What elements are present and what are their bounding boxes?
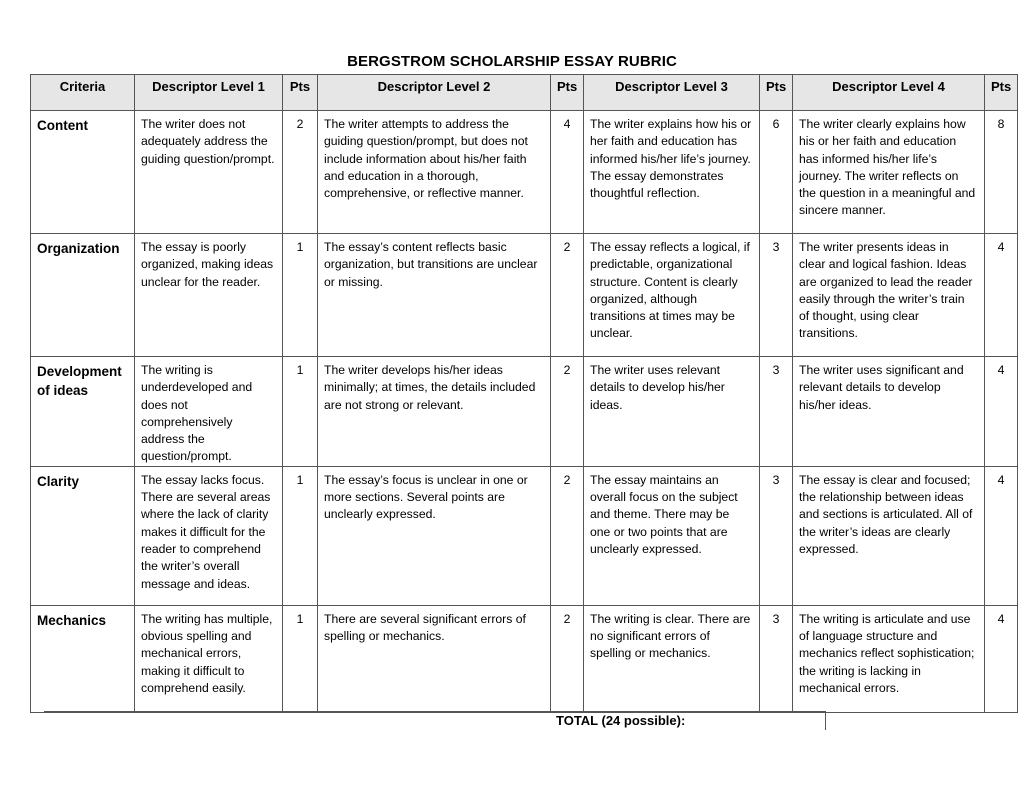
points-level-1: 1 [283, 234, 318, 357]
header-level-1: Descriptor Level 1 [135, 75, 283, 111]
points-level-3: 3 [760, 357, 793, 467]
criteria-cell: Clarity [31, 466, 135, 605]
header-level-4: Descriptor Level 4 [793, 75, 985, 111]
descriptor-level-2: The writer develops his/her ideas minimally; at times, the details included are not strong or relevant. [318, 357, 551, 467]
points-level-4: 4 [985, 605, 1018, 712]
points-level-3: 6 [760, 111, 793, 234]
descriptor-level-2: The writer attempts to address the guiding question/prompt, but does not include information about his/her faith and education in a thorough, comprehensive, or reflective manner. [318, 111, 551, 234]
points-level-1: 1 [283, 466, 318, 605]
points-level-4: 8 [985, 111, 1018, 234]
table-row [31, 234, 1018, 357]
descriptor-level-4: The writing is articulate and use of language structure and mechanics reflect sophistication; the writing is lacking in mechanical errors. [793, 605, 985, 712]
total-score-box-edge [825, 711, 826, 730]
points-level-4: 4 [985, 466, 1018, 605]
descriptor-level-1: The essay lacks focus. There are several areas where the lack of clarity makes it difficult for the reader to comprehend the writer’s overall message and ideas. [135, 466, 283, 605]
points-level-3: 3 [760, 605, 793, 712]
descriptor-level-4: The writer clearly explains how his or her faith and education has informed his/her life’s journey. The writer reflects on the question in a meaningful and sincere manner. [793, 111, 985, 234]
descriptor-level-1: The writing has multiple, obvious spelling and mechanical errors, making it difficult to comprehend easily. [135, 605, 283, 712]
document-title: BERGSTROM SCHOLARSHIP ESSAY RUBRIC [347, 53, 677, 70]
header-pts-2: Pts [551, 75, 584, 111]
descriptor-level-3: The writing is clear. There are no significant errors of spelling or mechanics. [584, 605, 760, 712]
points-level-2: 2 [551, 234, 584, 357]
descriptor-level-4: The writer presents ideas in clear and logical fashion. Ideas are organized to lead the reader easily through the writer’s train of thought, using clear transitions. [793, 234, 985, 357]
criteria-cell: Content [31, 111, 135, 234]
criteria-cell: Development of ideas [31, 357, 135, 467]
points-level-1: 2 [283, 111, 318, 234]
points-level-2: 2 [551, 605, 584, 712]
descriptor-level-3: The essay reflects a logical, if predictable, organizational structure. Content is clearly organized, although transitions at times may be unclear. [584, 234, 760, 357]
points-level-1: 1 [283, 605, 318, 712]
header-level-2: Descriptor Level 2 [318, 75, 551, 111]
criteria-cell: Mechanics [31, 605, 135, 712]
table-row [31, 111, 1018, 234]
total-divider [44, 711, 825, 712]
points-level-4: 4 [985, 234, 1018, 357]
descriptor-level-3: The writer explains how his or her faith and education has informed his/her life’s journey. The essay demonstrates thoughtful reflection. [584, 111, 760, 234]
rubric-table [30, 74, 1018, 713]
header-pts-4: Pts [985, 75, 1018, 111]
descriptor-level-3: The essay maintains an overall focus on the subject and theme. There may be one or two points that are unclearly expressed. [584, 466, 760, 605]
descriptor-level-3: The writer uses relevant details to develop his/her ideas. [584, 357, 760, 467]
total-label: TOTAL (24 possible): [556, 713, 686, 728]
table-row [31, 605, 1018, 712]
header-row [31, 75, 1018, 111]
descriptor-level-2: The essay’s focus is unclear in one or more sections. Several points are unclearly expressed. [318, 466, 551, 605]
points-level-2: 4 [551, 111, 584, 234]
descriptor-level-4: The writer uses significant and relevant details to develop his/her ideas. [793, 357, 985, 467]
header-level-3: Descriptor Level 3 [584, 75, 760, 111]
points-level-2: 2 [551, 357, 584, 467]
table-row [31, 466, 1018, 605]
descriptor-level-2: The essay’s content reflects basic organization, but transitions are unclear or missing. [318, 234, 551, 357]
descriptor-level-1: The essay is poorly organized, making ideas unclear for the reader. [135, 234, 283, 357]
points-level-3: 3 [760, 466, 793, 605]
points-level-4: 4 [985, 357, 1018, 467]
criteria-cell: Organization [31, 234, 135, 357]
descriptor-level-1: The writer does not adequately address the guiding question/prompt. [135, 111, 283, 234]
header-pts-3: Pts [760, 75, 793, 111]
header-criteria: Criteria [31, 75, 135, 111]
points-level-3: 3 [760, 234, 793, 357]
points-level-1: 1 [283, 357, 318, 467]
descriptor-level-2: There are several significant errors of spelling or mechanics. [318, 605, 551, 712]
points-level-2: 2 [551, 466, 584, 605]
descriptor-level-4: The essay is clear and focused; the relationship between ideas and sections is articulated. All of the writer’s ideas are clearly expressed. [793, 466, 985, 605]
header-pts-1: Pts [283, 75, 318, 111]
descriptor-level-1: The writing is underdeveloped and does not comprehensively address the question/prompt. [135, 357, 283, 467]
table-row [31, 357, 1018, 467]
